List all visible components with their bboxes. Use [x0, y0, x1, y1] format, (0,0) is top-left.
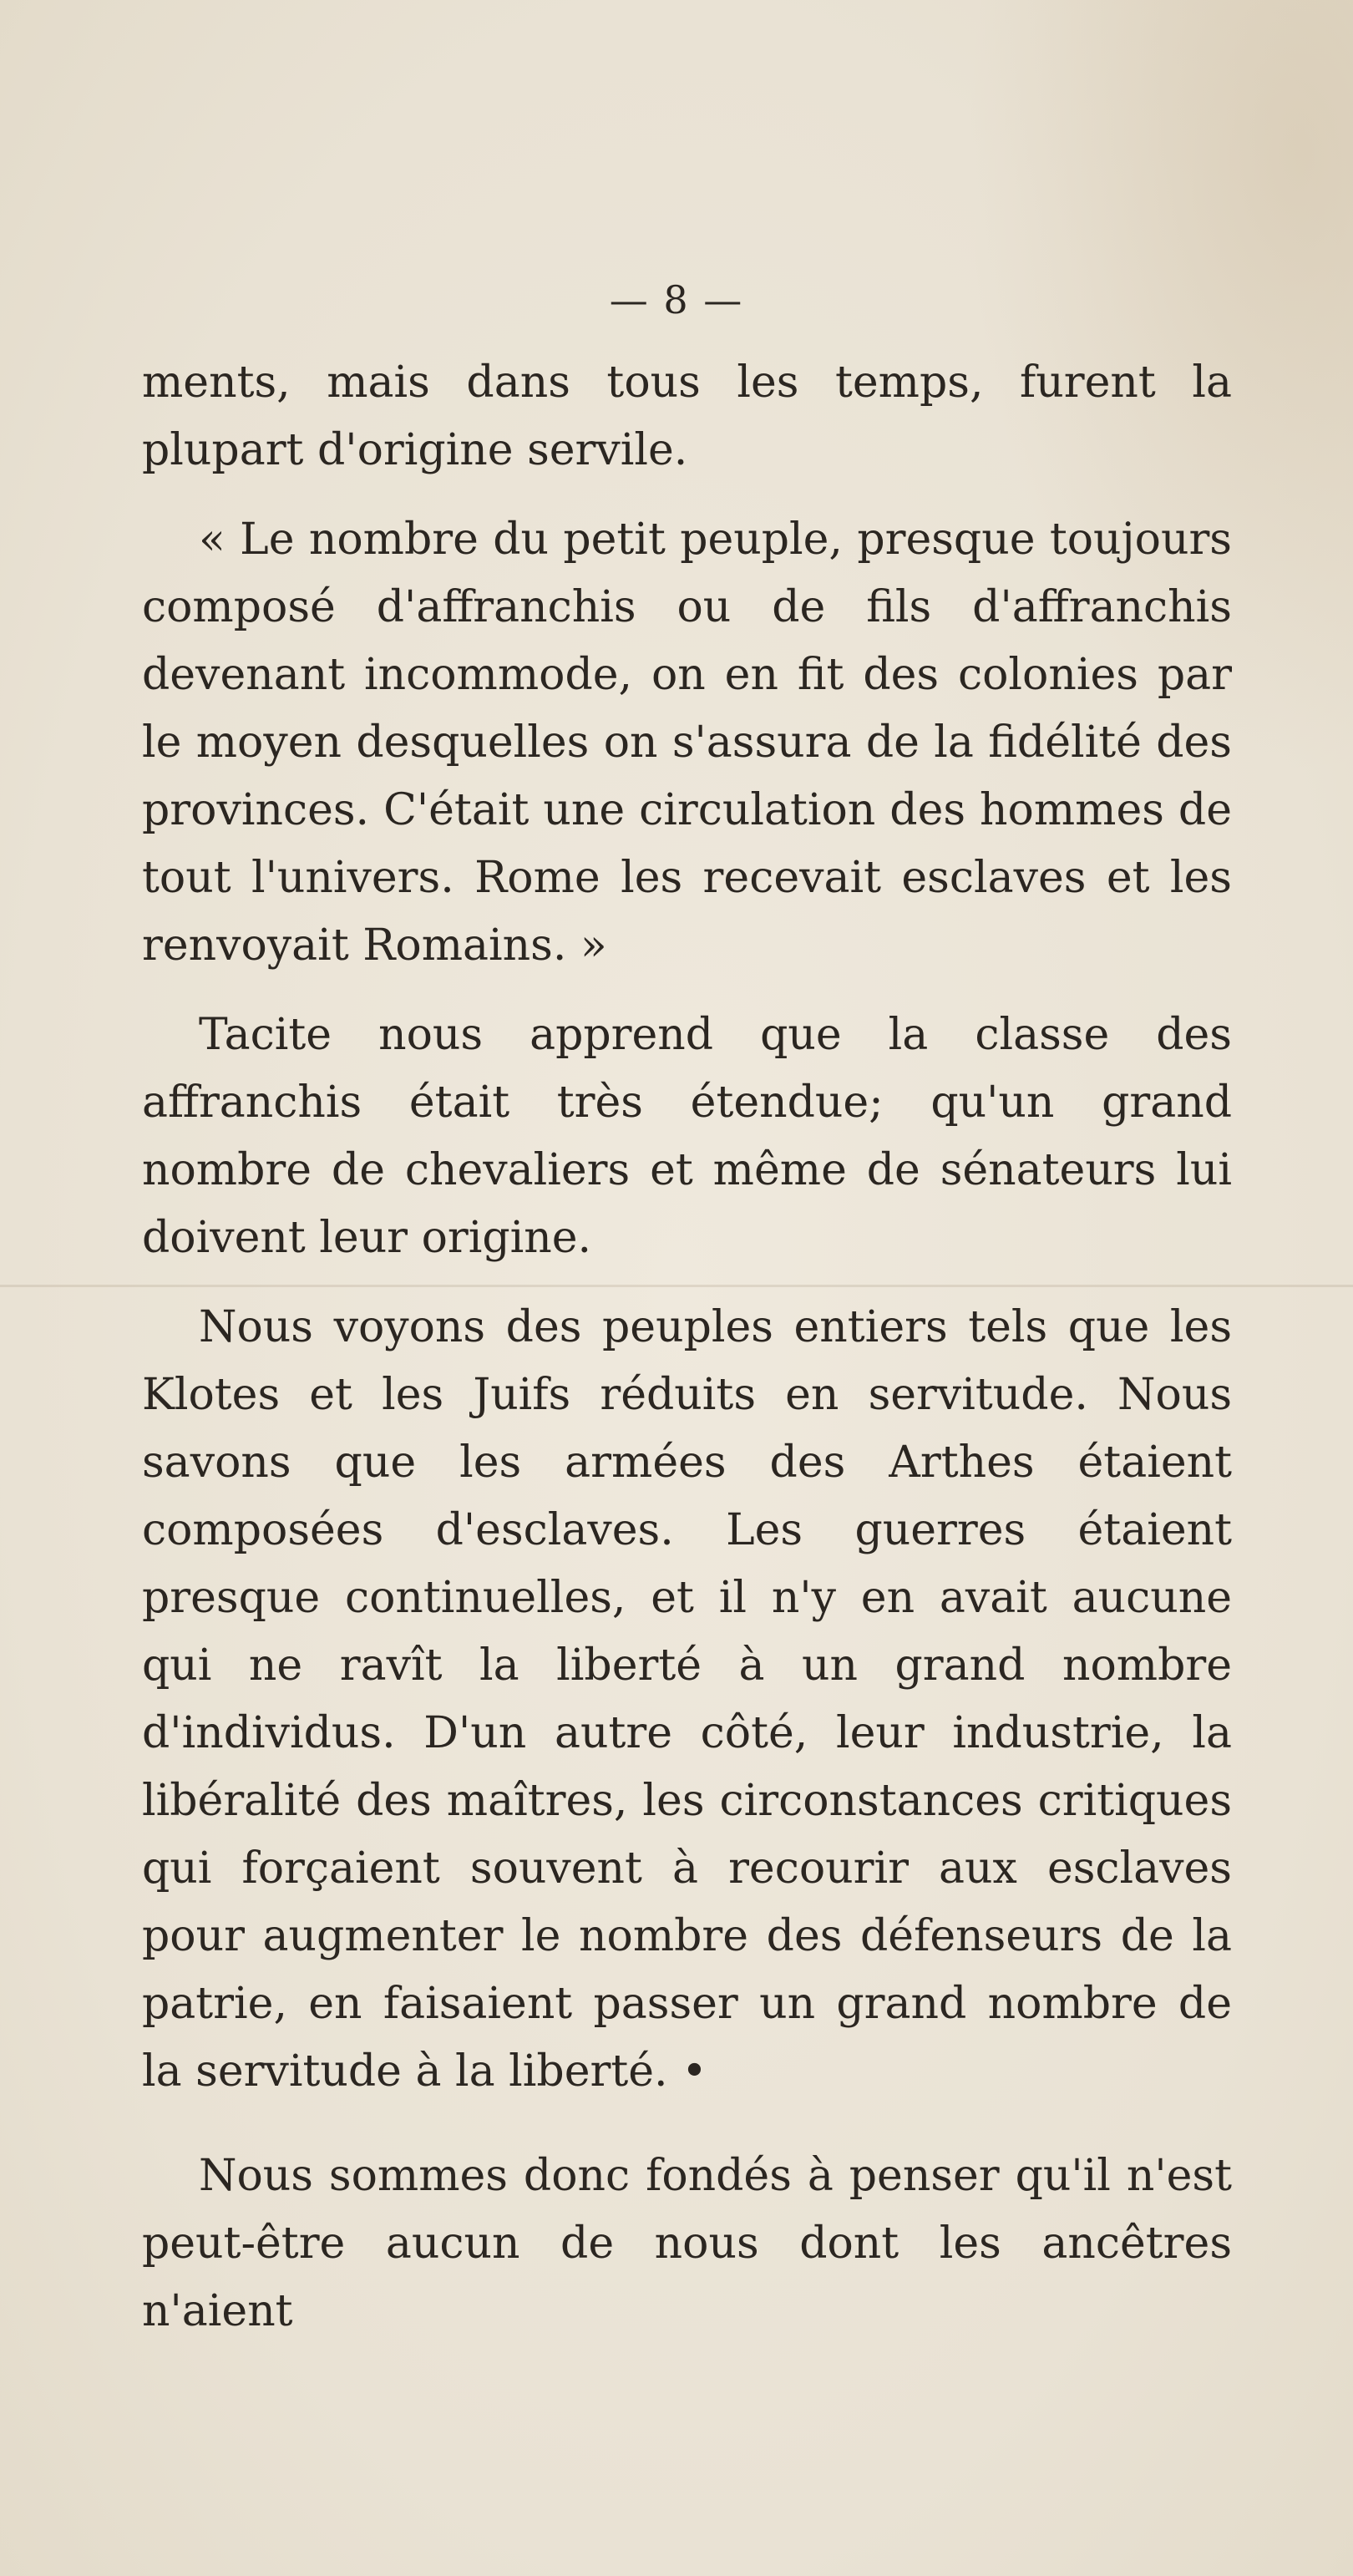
paragraph-2: « Le nombre du petit peuple, presque toujours composé d'affranchis ou de fils d'affranchis devenant incommode, on en fit des colonies par le moyen desquelles on s'assura de la fidélité des provinces. C'était une circulation des hommes de tout l'univers. Rome les recevait esclaves et les renvoyait Romains. » [142, 515, 1232, 971]
paragraph-5: Nous sommes donc fondés à penser qu'il n'est peut-être aucun de nous dont les ancêtres n'aient [142, 2151, 1232, 2336]
paragraph-4: Nous voyons des peuples entiers tels que les Klotes et les Juifs réduits en servitude. Nous savons que les armées des Arthes étaient composées d'esclaves. Les guerres étaient presque continuelles, et il n'y en avait aucune qui ne ravît la liberté à un grand nombre d'individus. D'un autre côté, leur industrie, la libéralité des maîtres, les circonstances critiques qui forçaient souvent à recourir aux esclaves pour augmenter le nombre des défenseurs de la patrie, en faisaient passer un grand nombre de la servitude à la liberté. • [142, 1302, 1232, 2097]
paragraph-1: ments, mais dans tous les temps, furent la plupart d'origine servile. [142, 357, 1232, 475]
paragraph-3: Tacite nous apprend que la classe des affranchis était très étendue; qu'un grand nombre de chevaliers et même de sénateurs lui doivent leur origine. [142, 1010, 1232, 1263]
body-text [142, 349, 1232, 2367]
page-number: — 8 — [609, 277, 744, 322]
